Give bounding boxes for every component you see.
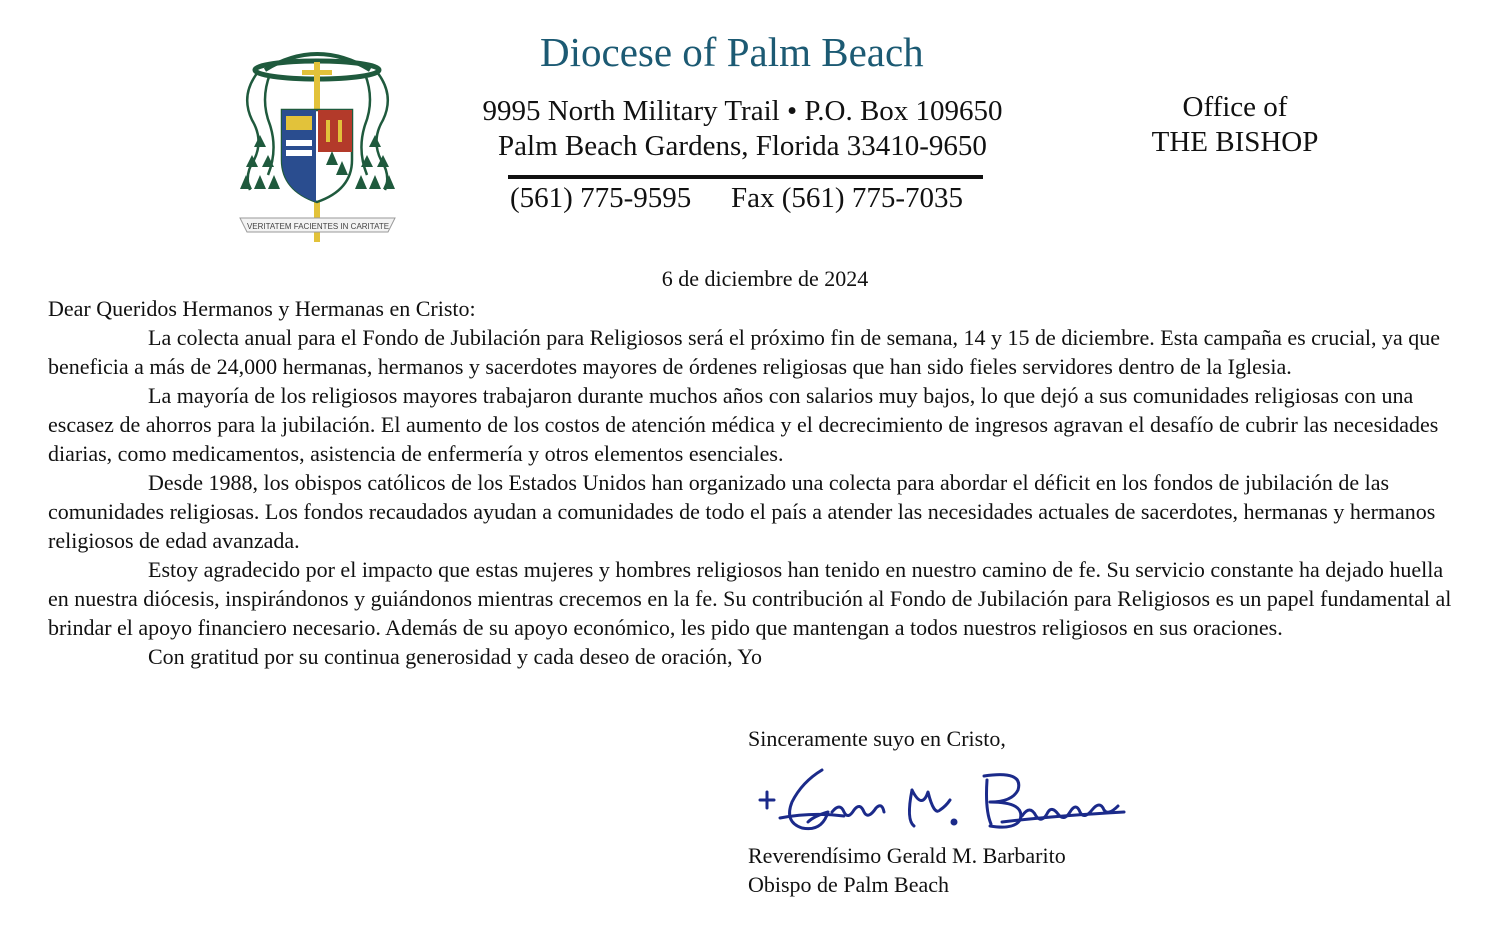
address-block <box>440 94 1045 164</box>
address-line-2: Palm Beach Gardens, Florida 33410-9650 <box>498 130 987 162</box>
signer-name: Reverendísimo Gerald M. Barbarito <box>748 843 1066 868</box>
office-line-2: THE BISHOP <box>1151 126 1319 158</box>
letter-date: 6 de diciembre de 2024 <box>661 266 869 291</box>
letter-body <box>48 294 1458 671</box>
signer-title: Obispo de Palm Beach <box>748 872 950 897</box>
paragraph: Con gratitud por su continua generosidad y cada deseo de oración, Yo <box>148 644 763 669</box>
organization-name: Diocese of Palm Beach <box>540 29 924 75</box>
paragraph: La mayoría de los religiosos mayores trabajaron durante muchos años con salarios muy bajos, lo que dejó a sus comunidades religiosas con una escasez de ahorros para la jubilación. El aumento de los costos de atención médica y el decrecimiento de ingresos agravan el desafío de cubrir las necesidades diarias, como medicamentos, asistencia de enfermería y otros elementos esenciales. <box>48 383 1439 466</box>
address-line-1: 9995 North Military Trail • P.O. Box 109650 <box>482 95 1003 127</box>
header-divider <box>508 175 983 179</box>
closing-line: Sinceramente suyo en Cristo, <box>748 726 1006 751</box>
office-line-1: Office of <box>1182 91 1288 123</box>
fax-number: Fax (561) 775-7035 <box>731 182 963 214</box>
office-label <box>1120 90 1350 160</box>
paragraph: Desde 1988, los obispos católicos de los Estados Unidos han organizado una colecta para abordar el déficit en los fondos de jubilación de las comunidades religiosas. Los fondos recaudados ayudan a comunidades de todo el país a atender las necesidades actuales de sacerdotes, hermanas y hermanos religiosos de edad avanzada. <box>48 470 1436 553</box>
svg-text:VERITATEM FACIENTES IN CARITAT: VERITATEM FACIENTES IN CARITATE <box>246 222 390 231</box>
paragraph: Estoy agradecido por el impacto que estas mujeres y hombres religiosos han tenido en nuestro camino de fe. Su servicio constante ha dejado huella en nuestra diócesis, inspirándonos y guiándonos mientras crecemos en la fe. Su contribución al Fondo de Jubilación para Religiosos es un papel fundamental al brindar el apoyo financiero necesario. Además de su apoyo económico, les pido que mantengan a todos nuestros religiosos en sus oraciones. <box>48 557 1452 640</box>
paragraph: La colecta anual para el Fondo de Jubilación para Religiosos será el próximo fin de semana, 14 y 15 de diciembre. Esta campaña es crucial, ya que beneficia a más de 24,000 hermanas, hermanos y sacerdotes mayores de órdenes religiosas que han sido fieles servidores dentro de la Iglesia. <box>48 325 1441 379</box>
salutation: Dear Queridos Hermanos y Hermanas en Cristo: <box>48 296 476 321</box>
signer-block <box>748 841 1066 899</box>
coat-of-arms-icon <box>230 40 405 250</box>
phone-number: (561) 775-9595 <box>510 182 692 214</box>
signature-image <box>752 762 1152 844</box>
